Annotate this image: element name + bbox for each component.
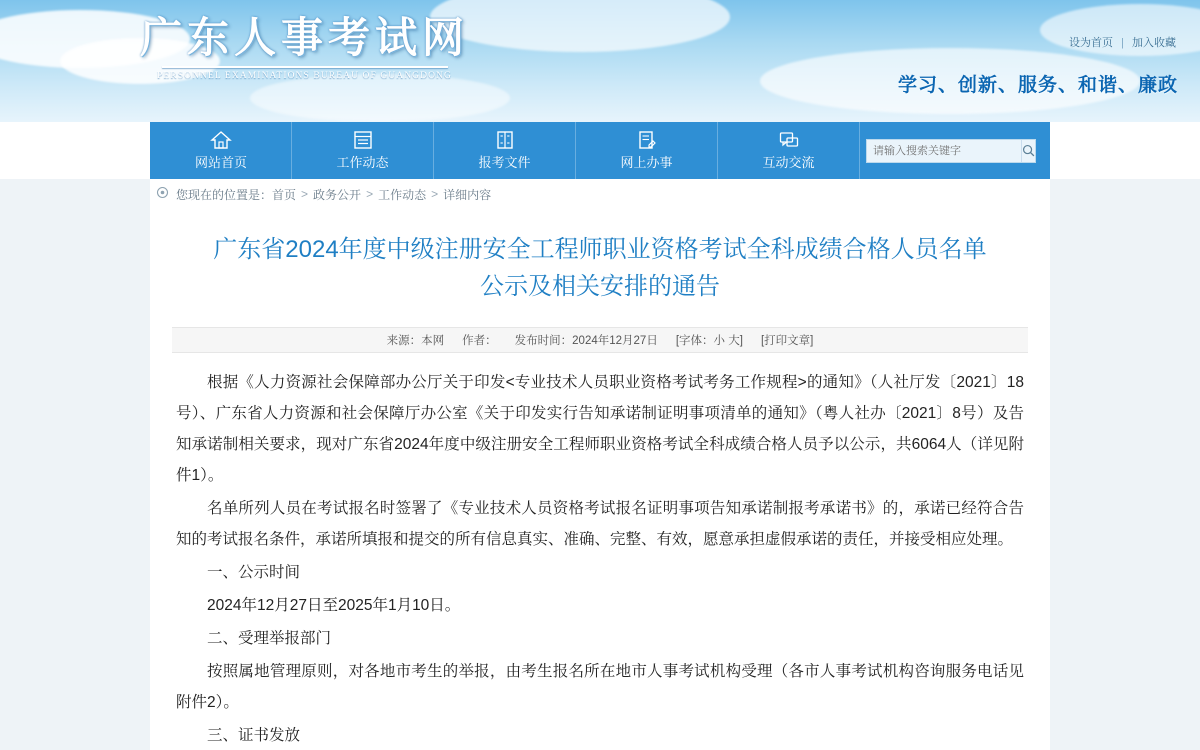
breadcrumb-separator: > (431, 187, 439, 201)
search-input[interactable] (867, 145, 1021, 157)
article-section-heading: 三、证书发放 (207, 727, 301, 745)
article-source (387, 332, 445, 348)
font-size-label: [字体： (675, 335, 714, 348)
site-logo-subtitle: PERSONNEL EXAMINATIONS BUREAU OF GUANGDONG (157, 71, 452, 82)
font-size-large-button[interactable]: 大 (728, 335, 740, 348)
article-publish-value: 2024年12月27日 (572, 335, 658, 348)
article-author-label: 作者： (462, 335, 497, 348)
article-paragraph: 2024年12月27日至2025年1月10日。 (207, 597, 461, 615)
content-card (150, 179, 1050, 750)
search-box[interactable] (866, 139, 1036, 163)
form-edit-icon (636, 130, 658, 150)
article-paragraph: 名单所列人员在考试报名时签署了《专业技术人员资格考试报名证明事项告知承诺制报考承诺书》的，承诺已经符合告知的考试报名条件，承诺所填报和提交的所有信息真实、准确、完整、有效，愿意承担虚假承诺的责任，并接受相应处理。 (176, 500, 1024, 549)
cloud-decoration (430, 0, 730, 52)
font-size-label-end: ] (739, 335, 743, 348)
search-icon[interactable] (1021, 140, 1035, 162)
nav-item-interaction[interactable] (718, 122, 860, 179)
article-publish-time (515, 332, 658, 348)
print-article-link[interactable]: [打印文章] (760, 335, 814, 348)
font-size-controls (676, 332, 743, 348)
nav-item-label: 网站首页 (194, 155, 247, 170)
nav-item-home[interactable] (150, 122, 292, 179)
set-homepage-link[interactable]: 设为首页 (1069, 37, 1114, 49)
article-source-label: 来源： (386, 335, 422, 348)
breadcrumb-separator: > (301, 187, 309, 201)
document-icon (494, 130, 516, 150)
font-size-small-button[interactable]: 小 (713, 335, 726, 348)
page-background (0, 179, 1200, 750)
article-section-heading: 二、受理举报部门 (207, 630, 332, 648)
article-author (462, 332, 497, 348)
location-pin-icon (156, 187, 169, 201)
site-slogan: 学习、创新、服务、和谐、廉政 (897, 75, 1178, 96)
breadcrumb-item-government-affairs[interactable]: 政务公开 (313, 187, 362, 202)
breadcrumb-prefix: 您现在的位置是： (176, 187, 273, 202)
nav-item-online-services[interactable] (576, 122, 718, 179)
top-utility-links (1069, 34, 1176, 50)
article-source-value: 本网 (421, 335, 445, 348)
add-favorite-link[interactable]: 加入收藏 (1132, 37, 1176, 49)
article-paragraph: 根据《人力资源社会保障部办公厅关于印发<专业技术人员职业资格考试考务工作规程>的通知》（人社厅发〔2021〕18号）、广东省人力资源和社会保障厅办公室《关于印发实行告知承诺制证明事项清单的通知》（粤人社办〔2021〕8号）及告知承诺制相关要求，现对广东省2024年度中级注册安全工程师职业资格考试全科成绩合格人员予以公示，共6064人（详见附件1）。 (176, 374, 1024, 485)
site-logo-title: 广东人事考试网 (140, 16, 470, 62)
breadcrumb (150, 179, 1050, 209)
article-publish-label: 发布时间： (514, 335, 573, 348)
breadcrumb-item-detail[interactable]: 详细内容 (443, 187, 492, 202)
site-logo[interactable] (140, 16, 469, 81)
top-links-separator: | (1121, 37, 1124, 49)
nav-item-work-updates[interactable] (292, 122, 434, 179)
nav-search-area (860, 122, 1050, 179)
breadcrumb-item-work-updates[interactable]: 工作动态 (378, 187, 427, 202)
breadcrumb-item-home[interactable]: 首页 (272, 187, 297, 202)
home-icon (210, 130, 232, 150)
breadcrumb-separator: > (366, 187, 374, 201)
main-navigation (150, 122, 1050, 179)
nav-item-label: 工作动态 (336, 155, 389, 170)
nav-item-label: 网上办事 (620, 155, 673, 170)
news-icon (352, 130, 374, 150)
article-section-heading: 一、公示时间 (207, 564, 301, 582)
article-paragraph: 按照属地管理原则，对各地市考生的举报，由考生报名所在地市人事考试机构受理（各市人事考试机构咨询服务电话见附件2）。 (176, 663, 1024, 712)
navigation-wrapper (0, 122, 1200, 179)
nav-item-label: 互动交流 (762, 155, 815, 170)
print-article-button[interactable] (761, 332, 813, 348)
nav-item-exam-documents[interactable] (434, 122, 576, 179)
cloud-decoration (250, 74, 510, 122)
article (150, 209, 1050, 750)
nav-item-label: 报考文件 (478, 155, 531, 170)
logo-divider (162, 66, 448, 68)
article-body (172, 353, 1028, 750)
article-meta (172, 327, 1028, 353)
chat-icon (778, 130, 800, 150)
site-banner (0, 0, 1200, 122)
page-title: 广东省2024年度中级注册安全工程师职业资格考试全科成绩合格人员名单公示及相关安排的通告 (213, 236, 987, 301)
